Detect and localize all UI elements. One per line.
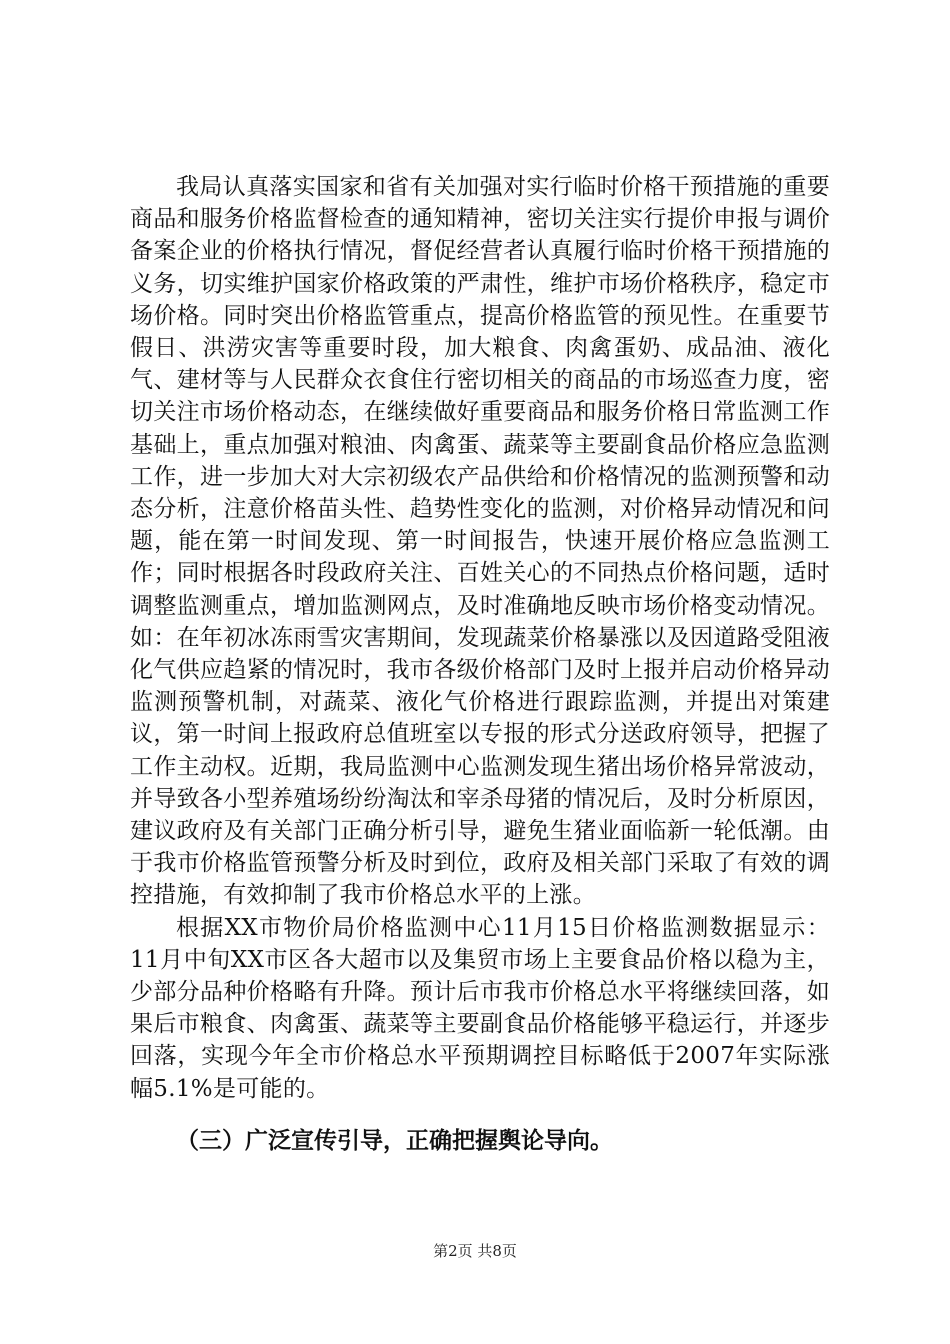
page-footer: 第2页 共8页 <box>433 1242 517 1260</box>
paragraph-price-data: 根据XX市物价局价格监测中心11月15日价格监测数据显示：11月中旬XX市区各大超市以及集贸市场上主要食品价格以稳为主，少部分品种价格略有升降。预计后市我市价格总水平将继续回落，如果后市粮食、肉禽蛋、蔬菜等主要副食品价格能够平稳运行，并逐步回落，实现今年全市价格总水平预期调控目标略低于2007年实际涨幅5.1%是可能的。 <box>130 914 830 1102</box>
body-text <box>130 171 830 1105</box>
paragraph-price-monitoring: 我局认真落实国家和省有关加强对实行临时价格干预措施的重要商品和服务价格监督检查的通知精神，密切关注实行提价申报与调价备案企业的价格执行情况，督促经营者认真履行临时价格干预措施的义务，切实维护国家价格政策的严肃性，维护市场价格秩序，稳定市场价格。同时突出价格监管重点，提高价格监管的预见性。在重要节假日、洪涝灾害等重要时段，加大粮食、肉禽蛋奶、成品油、液化气、建材等与人民群众衣食住行密切相关的商品的市场巡查力度，密切关注市场价格动态，在继续做好重要商品和服务价格日常监测工作基础上，重点加强对粮油、肉禽蛋、蔬菜等主要副食品价格应急监测工作，进一步加大对大宗初级农产品供给和价格情况的监测预警和动态分析，注意价格苗头性、趋势性变化的监测，对价格异动情况和问题，能在第一时间发现、第一时间报告，快速开展价格应急监测工作；同时根据各时段政府关注、百姓关心的不同热点价格问题，适时调整监测重点，增加监测网点，及时准确地反映市场价格变动情况。如：在年初冰冻雨雪灾害期间，发现蔬菜价格暴涨以及因道路受阻液化气供应趋紧的情况时，我市各级价格部门及时上报并启动价格异动监测预警机制，对蔬菜、液化气价格进行跟踪监测，并提出对策建议，第一时间上报政府总值班室以专报的形式分送政府领导，把握了工作主动权。近期，我局监测中心监测发现生猪出场价格异常波动，并导致各小型养殖场纷纷淘汰和宰杀母猪的情况后，及时分析原因，建议政府及有关部门正确分析引导，避免生猪业面临新一轮低潮。由于我市价格监管预警分析及时到位，政府及相关部门采取了有效的调控措施，有效抑制了我市价格总水平的上涨。 <box>130 174 830 909</box>
section-heading: （三）广泛宣传引导，正确把握舆论导向。 <box>176 1128 613 1154</box>
